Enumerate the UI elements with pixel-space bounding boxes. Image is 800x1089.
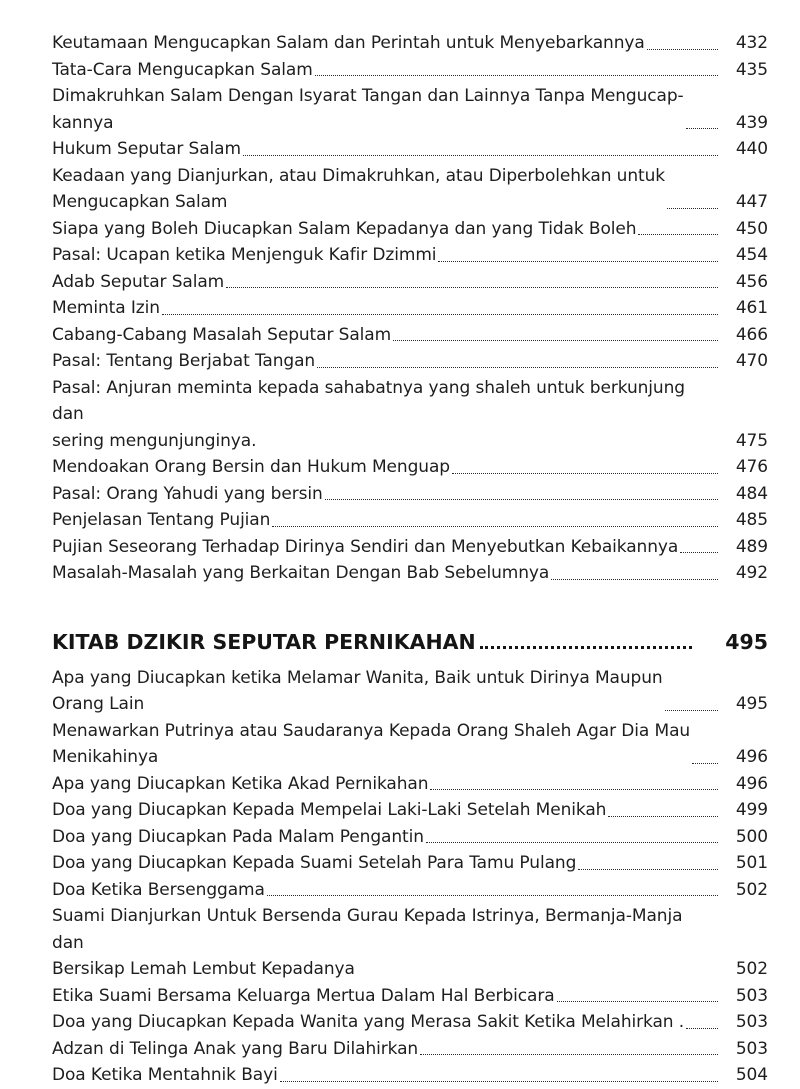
toc-entry-title-wrap	[52, 1009, 724, 1036]
dot-leader	[226, 287, 718, 288]
dot-leader	[280, 1081, 718, 1082]
toc-entry-title-wrap	[52, 1036, 724, 1063]
dot-leader	[680, 552, 718, 553]
toc-group-salam	[52, 30, 768, 587]
toc-entry-page-number: 439	[735, 112, 768, 133]
dot-leader	[393, 340, 718, 341]
toc-entry	[52, 903, 768, 983]
toc-entry-title-wrap	[52, 375, 724, 455]
toc-entry-page-number: 466	[735, 324, 768, 345]
toc-entry-title-wrap	[52, 348, 724, 375]
toc-entry	[52, 534, 768, 561]
toc-entry	[52, 216, 768, 243]
toc-entry-title-wrap	[52, 216, 724, 243]
toc-entry-title-wrap	[52, 797, 724, 824]
toc-entry-title-wrap	[52, 560, 724, 587]
toc-entry-page-number: 476	[735, 457, 768, 477]
toc-entry-title-wrap	[52, 665, 724, 718]
dot-leader	[243, 155, 718, 156]
toc-entry	[52, 242, 768, 269]
dot-leader	[686, 128, 718, 129]
toc-entry	[52, 1062, 768, 1089]
toc-entry-title-wrap	[52, 481, 724, 508]
toc-entry	[52, 850, 768, 877]
section-page-number: 495	[725, 629, 768, 654]
toc-entry-page-number: 484	[735, 483, 768, 504]
toc-entry-title-wrap	[52, 295, 724, 322]
toc-entry-page-number: 447	[735, 192, 768, 212]
dot-leader	[315, 75, 718, 76]
section-heading	[52, 627, 768, 657]
toc-entry-page-number: 495	[735, 694, 768, 714]
toc-entry-title-wrap	[52, 824, 724, 851]
toc-entry	[52, 824, 768, 851]
toc-entry-title-wrap	[52, 57, 724, 84]
toc-entry-page-number: 435	[735, 59, 768, 80]
dot-leader	[647, 49, 718, 50]
toc-entry-title-wrap	[52, 242, 724, 269]
toc-entry-title-wrap	[52, 322, 724, 349]
toc-group-pernikahan	[52, 665, 768, 1089]
toc-entry-title-wrap	[52, 83, 724, 136]
toc-entry-title-wrap	[52, 507, 724, 534]
toc-entry-title-wrap	[52, 877, 724, 904]
toc-entry-title: Pasal: Tentang Berjabat Tangan	[52, 351, 316, 371]
toc-entry-title-wrap	[52, 850, 724, 877]
toc-entry-title: Apa yang Diucapkan Ketika Akad Pernikahan	[52, 773, 429, 794]
toc-entry-title-wrap	[52, 163, 724, 216]
toc-entry-title-wrap	[52, 718, 724, 771]
dot-leader	[551, 579, 718, 580]
toc-entry-page-number: 503	[735, 1038, 768, 1059]
dot-leader	[162, 314, 718, 315]
section-title: KITAB DZIKIR SEPUTAR PERNIKAHAN	[52, 629, 476, 654]
toc-entry-title: Meminta Izin	[52, 298, 160, 318]
dot-leader	[420, 1054, 718, 1055]
toc-entry-title: Cabang-Cabang Masalah Seputar Salam	[52, 324, 392, 345]
toc-entry	[52, 269, 768, 296]
toc-entry-title-wrap	[52, 136, 724, 163]
toc-entry-page-number: 456	[735, 271, 768, 292]
toc-entry-title-wrap	[52, 983, 724, 1010]
toc-entry-title: Menawarkan Putrinya atau Saudaranya Kepada Orang Shaleh Agar Dia Mau Menikahinya	[52, 720, 691, 767]
dot-leader	[667, 208, 718, 209]
toc-entry-page-number: 499	[735, 800, 768, 820]
toc-entry-title: Mendoakan Orang Bersin dan Hukum Menguap	[52, 457, 450, 477]
toc-entry-page-number: 492	[735, 563, 768, 583]
dot-leader	[317, 367, 718, 368]
toc-entry-page-number: 440	[735, 139, 768, 159]
toc-entry-page-number: 485	[735, 510, 768, 530]
dot-leader	[272, 526, 718, 527]
toc-entry-page-number: 503	[735, 985, 768, 1006]
toc-entry	[52, 30, 768, 57]
toc-entry-title-wrap	[52, 534, 724, 561]
toc-entry-title-wrap	[52, 454, 724, 481]
dot-leader	[325, 499, 718, 500]
toc-entry-page-number: 504	[735, 1065, 768, 1085]
toc-entry	[52, 481, 768, 508]
dot-leader	[452, 473, 718, 474]
table-of-contents	[52, 30, 768, 1089]
toc-entry-page-number: 500	[735, 826, 768, 847]
toc-entry-page-number: 454	[735, 245, 768, 265]
toc-entry-page-number: 475	[735, 430, 768, 451]
toc-entry-title: Keutamaan Mengucapkan Salam dan Perintah untuk Menyebarkannya	[52, 33, 645, 53]
toc-entry-page-number: 502	[735, 959, 768, 979]
dot-leader	[686, 1028, 718, 1029]
toc-entry-title: Doa yang Diucapkan Kepada Wanita yang Merasa Sakit Ketika Melahirkan .	[52, 1012, 685, 1032]
toc-entry-title: Pasal: Anjuran meminta kepada sahabatnya yang shaleh untuk berkunjung dan sering mengunjunginya.	[52, 377, 685, 451]
toc-entry-title: Pasal: Orang Yahudi yang bersin	[52, 483, 323, 504]
toc-entry-page-number: 501	[735, 853, 768, 873]
dot-leader	[638, 234, 718, 235]
toc-entry-title: Adzan di Telinga Anak yang Baru Dilahirkan	[52, 1038, 419, 1059]
dot-leader	[430, 789, 718, 790]
toc-entry	[52, 877, 768, 904]
toc-entry	[52, 718, 768, 771]
toc-entry	[52, 348, 768, 375]
dot-leader	[438, 261, 718, 262]
toc-entry	[52, 797, 768, 824]
toc-entry	[52, 1036, 768, 1063]
toc-entry-page-number: 496	[735, 773, 768, 794]
toc-entry-page-number: 502	[735, 879, 768, 900]
toc-entry-title: Doa yang Diucapkan Pada Malam Pengantin	[52, 826, 424, 847]
toc-entry	[52, 57, 768, 84]
toc-entry-title: Doa Ketika Mentahnik Bayi	[52, 1065, 278, 1085]
toc-entry-title-wrap	[52, 903, 724, 983]
toc-entry-title: Apa yang Diucapkan ketika Melamar Wanita, Baik untuk Dirinya Maupun Orang Lain	[52, 667, 663, 714]
toc-entry-page-number: 489	[735, 536, 768, 557]
toc-entry-page-number: 496	[735, 747, 768, 767]
toc-entry	[52, 771, 768, 798]
toc-entry-title: Dimakruhkan Salam Dengan Isyarat Tangan dan Lainnya Tanpa Mengucap- kannya	[52, 86, 684, 133]
dot-leader	[692, 763, 718, 764]
toc-entry-title: Pujian Seseorang Terhadap Dirinya Sendiri dan Menyebutkan Kebaikannya	[52, 536, 679, 557]
toc-entry-page-number: 470	[735, 351, 768, 371]
toc-entry-title: Adab Seputar Salam	[52, 271, 225, 292]
toc-entry-title: Doa yang Diucapkan Kepada Suami Setelah Para Tamu Pulang	[52, 853, 577, 873]
toc-entry	[52, 1009, 768, 1036]
toc-entry-title: Etika Suami Bersama Keluarga Mertua Dalam Hal Berbicara	[52, 985, 555, 1006]
toc-entry-page-number: 450	[735, 218, 768, 239]
toc-entry	[52, 507, 768, 534]
toc-entry-title: Pasal: Ucapan ketika Menjenguk Kafir Dzimmi	[52, 245, 437, 265]
toc-entry-title: Keadaan yang Dianjurkan, atau Dimakruhkan, atau Diperbolehkan untuk Mengucapkan Salam	[52, 165, 666, 212]
dot-leader	[578, 869, 718, 870]
toc-entry-page-number: 503	[735, 1012, 768, 1032]
toc-entry	[52, 163, 768, 216]
toc-entry-title: Doa Ketika Bersenggama	[52, 879, 265, 900]
dot-leader	[426, 842, 718, 843]
toc-entry-title: Penjelasan Tentang Pujian	[52, 510, 271, 530]
dot-leader	[665, 710, 718, 711]
toc-entry-title-wrap	[52, 269, 724, 296]
toc-entry-title-wrap	[52, 1062, 724, 1089]
toc-entry-page-number: 461	[735, 298, 768, 318]
toc-entry	[52, 983, 768, 1010]
toc-entry-title: Siapa yang Boleh Diucapkan Salam Kepadanya dan yang Tidak Boleh	[52, 218, 637, 239]
toc-entry-title: Masalah-Masalah yang Berkaitan Dengan Bab Sebelumnya	[52, 563, 550, 583]
dot-leader	[608, 816, 718, 817]
toc-entry	[52, 375, 768, 455]
toc-entry-page-number: 432	[735, 33, 768, 53]
toc-entry	[52, 295, 768, 322]
toc-entry	[52, 665, 768, 718]
dot-leader	[480, 646, 692, 649]
toc-entry-title: Suami Dianjurkan Untuk Bersenda Gurau Kepada Istrinya, Bermanja-Manja dan Bersikap Lemah Lembut Kepadanya	[52, 906, 683, 979]
toc-entry	[52, 454, 768, 481]
toc-entry	[52, 322, 768, 349]
toc-entry	[52, 83, 768, 136]
toc-entry-title: Doa yang Diucapkan Kepada Mempelai Laki-Laki Setelah Menikah	[52, 800, 607, 820]
dot-leader	[267, 895, 718, 896]
toc-entry-title-wrap	[52, 30, 724, 57]
toc-entry	[52, 560, 768, 587]
toc-entry-title: Tata-Cara Mengucapkan Salam	[52, 59, 313, 80]
toc-entry	[52, 136, 768, 163]
toc-entry-title-wrap	[52, 771, 724, 798]
toc-entry-title: Hukum Seputar Salam	[52, 139, 241, 159]
dot-leader	[557, 1001, 718, 1002]
